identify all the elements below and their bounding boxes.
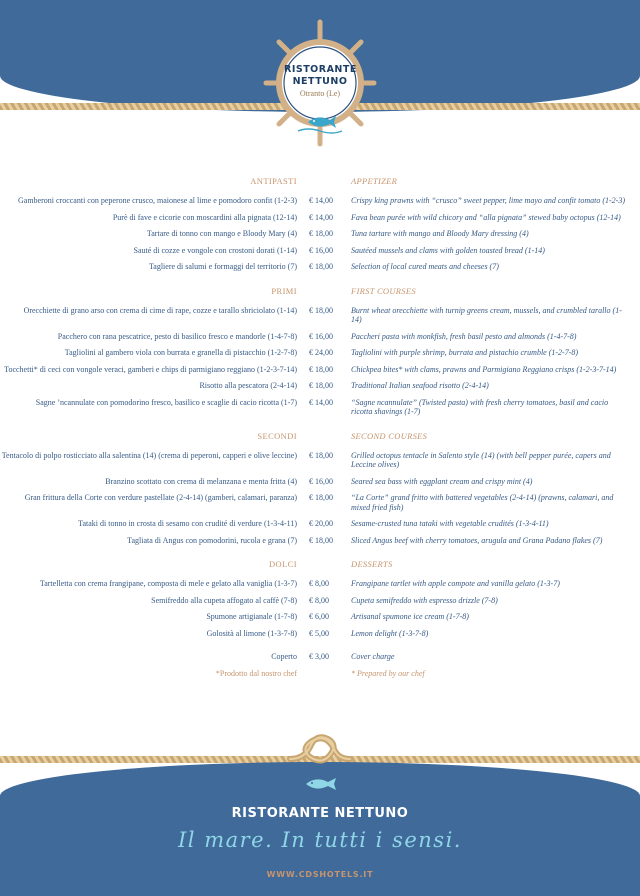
section-title-it: ANTIPASTI bbox=[250, 176, 297, 186]
dish-name-it: Golosità al limone (1-3-7-8) bbox=[206, 628, 297, 638]
dish-name-it: Tartare di tonno con mango e Bloody Mary (4) bbox=[146, 229, 297, 238]
menu-item bbox=[0, 519, 640, 529]
dish-name-en: Burnt wheat orecchiette with turnip greens cream, mussels, and crumbled tarallo (1-14) bbox=[351, 305, 622, 324]
dish-name-it: Tagliata di Angus con pomodorini, rucola e grana (7) bbox=[127, 535, 297, 545]
dish-name-it: Orecchiette di grano arso con crema di cime di rape, cozze e tarallo sbriciolato (1-14) bbox=[23, 305, 297, 315]
menu-item bbox=[0, 477, 640, 487]
dish-price: € 16,00 bbox=[309, 476, 333, 486]
footer-slogan: Il mare. In tutti i sensi. bbox=[178, 828, 462, 852]
dish-name-it: Tagliolini al gambero viola con burrata e granella di pistacchio (1-2-7-8) bbox=[64, 348, 297, 357]
menu-item bbox=[0, 579, 640, 589]
menu-item bbox=[0, 536, 640, 546]
dish-name-en: Tuna tartare with mango and Bloody Mary dressing (4) bbox=[351, 229, 529, 238]
menu-item bbox=[0, 332, 640, 342]
section-spacer bbox=[297, 286, 351, 296]
menu-item bbox=[0, 451, 640, 470]
menu-item bbox=[0, 612, 640, 622]
menu-section bbox=[0, 286, 640, 417]
dish-price: € 18,00 bbox=[309, 262, 333, 271]
dish-name-it: Tagliere di salumi e formaggi del territorio (7) bbox=[148, 262, 297, 271]
dish-name-en: Seared sea bass with eggplant cream and crispy mint (4) bbox=[351, 476, 533, 486]
section-title-en: FIRST COURSES bbox=[351, 285, 416, 296]
menu-item bbox=[0, 596, 640, 606]
cover-it: Coperto bbox=[271, 652, 297, 661]
dish-price: € 6,00 bbox=[309, 612, 329, 621]
section-spacer bbox=[297, 431, 351, 441]
dish-name-en: Cupeta semifreddo with espresso drizzle (7-8) bbox=[351, 595, 498, 605]
dish-name-en: “Sagne ncannulate” (Twisted pasta) with fresh cherry tomatoes, basil and cacio ricotta shavings (1-7) bbox=[351, 397, 609, 416]
menu-body bbox=[0, 176, 640, 685]
section-title-en: SECOND COURSES bbox=[351, 430, 428, 441]
menu-section bbox=[0, 559, 640, 638]
section-heading bbox=[0, 559, 640, 569]
chef-note-it: *Prodotto dal nostro chef bbox=[215, 668, 297, 678]
dish-name-it: Spumone artigianale (1-7-8) bbox=[206, 612, 297, 621]
menu-item bbox=[0, 246, 640, 256]
section-heading bbox=[0, 176, 640, 186]
dish-name-it: Sagne ’ncannulate con pomodorino fresco, basilico e scaglie di cacio ricotta (1-7) bbox=[35, 397, 297, 407]
dish-name-it: Sauté di cozze e vongole con crostoni dorati (1-14) bbox=[133, 245, 297, 255]
dish-name-en: Sautéed mussels and clams with golden toasted bread (1-14) bbox=[351, 245, 545, 255]
section-spacer bbox=[297, 559, 351, 569]
menu-item bbox=[0, 493, 640, 512]
section-title-en: DESSERTS bbox=[351, 559, 393, 569]
menu-item bbox=[0, 365, 640, 375]
cover-price: € 3,00 bbox=[309, 652, 329, 661]
footer-restaurant-name: RISTORANTE NETTUNO bbox=[231, 806, 409, 821]
menu-item bbox=[0, 229, 640, 239]
menu-section bbox=[0, 176, 640, 272]
dish-price: € 14,00 bbox=[309, 397, 333, 407]
dish-name-en: Tagliolini with purple shrimp, burrata and pistachio crumble (1-2-7-8) bbox=[351, 348, 579, 357]
menu-section bbox=[0, 431, 640, 546]
section-spacer bbox=[297, 176, 351, 186]
brand-name-line2: NETTUNO bbox=[292, 76, 348, 87]
dish-price: € 18,00 bbox=[309, 493, 333, 502]
dish-price: € 16,00 bbox=[309, 331, 333, 341]
dish-name-en: Fava bean purée with wild chicory and “alla pignata” stewed baby octopus (12-14) bbox=[351, 212, 621, 222]
menu-item bbox=[0, 348, 640, 358]
dish-price: € 18,00 bbox=[309, 229, 333, 238]
dish-name-en: Crispy king prawns with “crusco” sweet pepper, lime mayo and confit tomato (1-2-3) bbox=[351, 196, 625, 205]
menu-sections bbox=[0, 176, 640, 638]
dish-name-it: Purè di fave e cicorie con moscardini alla pignata (12-14) bbox=[112, 212, 297, 222]
dish-price: € 18,00 bbox=[309, 305, 333, 315]
dish-name-it: Semifreddo alla cupeta affogato al caffè (7-8) bbox=[151, 595, 297, 605]
rope-knot-icon bbox=[286, 729, 354, 771]
section-heading bbox=[0, 431, 640, 441]
dish-price: € 5,00 bbox=[309, 628, 329, 638]
dish-name-en: Traditional Italian seafood risotto (2-4-14) bbox=[351, 381, 489, 390]
dish-name-it: Tocchetti* di ceci con vongole veraci, gamberi e chips di parmigiano reggiano (1-2-3-7-14) bbox=[4, 364, 297, 374]
menu-item bbox=[0, 398, 640, 417]
dish-name-en: Paccheri pasta with monkfish, fresh basil pesto and almonds (1-4-7-8) bbox=[351, 331, 577, 341]
dish-name-en: Artisanal spumone ice cream (1-7-8) bbox=[351, 612, 469, 621]
footer-website-link[interactable]: WWW.CDSHOTELS.IT bbox=[266, 870, 374, 879]
dish-name-en: “La Corte” grand fritto with battered vegetables (2-4-14) (prawns, calamari, and mixed fried fish) bbox=[351, 493, 614, 512]
brand-city: Otranto (Le) bbox=[299, 89, 341, 98]
dish-name-it: Risotto alla pescatora (2-4-14) bbox=[199, 381, 297, 390]
dish-price: € 8,00 bbox=[309, 595, 329, 605]
dish-name-it: Gamberoni croccanti con peperone crusco, maionese al lime e pomodoro confit (1-2-3) bbox=[17, 196, 297, 205]
section-title-it: DOLCI bbox=[269, 559, 297, 569]
dish-name-it: Tartelletta con crema frangipane, composta di mele e gelato alla vaniglia (1-3-7) bbox=[39, 579, 297, 588]
dish-price: € 8,00 bbox=[309, 579, 329, 588]
cover-en: Cover charge bbox=[351, 652, 395, 661]
chef-note-en: * Prepared by our chef bbox=[351, 668, 425, 678]
footer-fish-icon bbox=[304, 776, 338, 792]
dish-price: € 20,00 bbox=[309, 519, 333, 528]
menu-item bbox=[0, 213, 640, 223]
menu-item bbox=[0, 306, 640, 325]
section-title-en: APPETIZER bbox=[351, 176, 398, 186]
section-title-it: PRIMI bbox=[271, 285, 297, 296]
dish-price: € 18,00 bbox=[309, 364, 333, 374]
dish-name-it: Tataki di tonno in crosta di sesamo con crudité di verdure (1-3-4-11) bbox=[78, 519, 297, 528]
dish-name-en: Sesame-crusted tuna tataki with vegetable crudités (1-3-4-11) bbox=[351, 519, 549, 528]
dish-name-en: Sliced Angus beef with cherry tomatoes, arugula and Grana Padano flakes (7) bbox=[351, 535, 603, 545]
dish-name-en: Selection of local cured meats and cheeses (7) bbox=[351, 262, 499, 271]
dish-price: € 14,00 bbox=[309, 212, 333, 222]
dish-name-it: Tentacolo di polpo rosticciato alla salentina (14) (crema di peperoni, capperi e olive leccine) bbox=[1, 450, 297, 460]
dish-name-en: Grilled octopus tentacle in Salento style (14) (with bell pepper purée, capers and Leccine olives) bbox=[351, 450, 611, 469]
menu-item bbox=[0, 262, 640, 272]
brand-name-line1: RISTORANTE bbox=[284, 64, 357, 75]
dish-price: € 16,00 bbox=[309, 245, 333, 255]
dish-price: € 24,00 bbox=[309, 348, 333, 357]
dish-price: € 18,00 bbox=[309, 535, 333, 545]
chef-note-row bbox=[0, 669, 640, 679]
section-heading bbox=[0, 286, 640, 296]
menu-item bbox=[0, 381, 640, 391]
dish-name-en: Chickpea bites* with clams, prawns and Parmigiano Reggiano crisps (1-2-3-7-14) bbox=[351, 364, 617, 374]
dish-price: € 14,00 bbox=[309, 196, 333, 205]
dish-name-it: Pacchero con rana pescatrice, pesto di basilico fresco e mandorle (1-4-7-8) bbox=[57, 331, 297, 341]
menu-item bbox=[0, 196, 640, 206]
dish-name-en: Lemon delight (1-3-7-8) bbox=[351, 628, 429, 638]
cover-charge-row bbox=[0, 652, 640, 662]
dish-price: € 18,00 bbox=[309, 450, 333, 460]
dish-price: € 18,00 bbox=[309, 381, 333, 390]
dish-name-it: Branzino scottato con crema di melanzana e menta fritta (4) bbox=[105, 476, 297, 486]
dish-name-it: Gran frittura della Corte con verdure pastellate (2-4-14) (gamberi, calamari, paranza) bbox=[24, 493, 297, 502]
section-title-it: SECONDI bbox=[257, 430, 297, 441]
menu-item bbox=[0, 629, 640, 639]
brand-logo-text bbox=[284, 64, 356, 98]
dish-name-en: Frangipane tartlet with apple compote and vanilla gelato (1-3-7) bbox=[351, 579, 560, 588]
